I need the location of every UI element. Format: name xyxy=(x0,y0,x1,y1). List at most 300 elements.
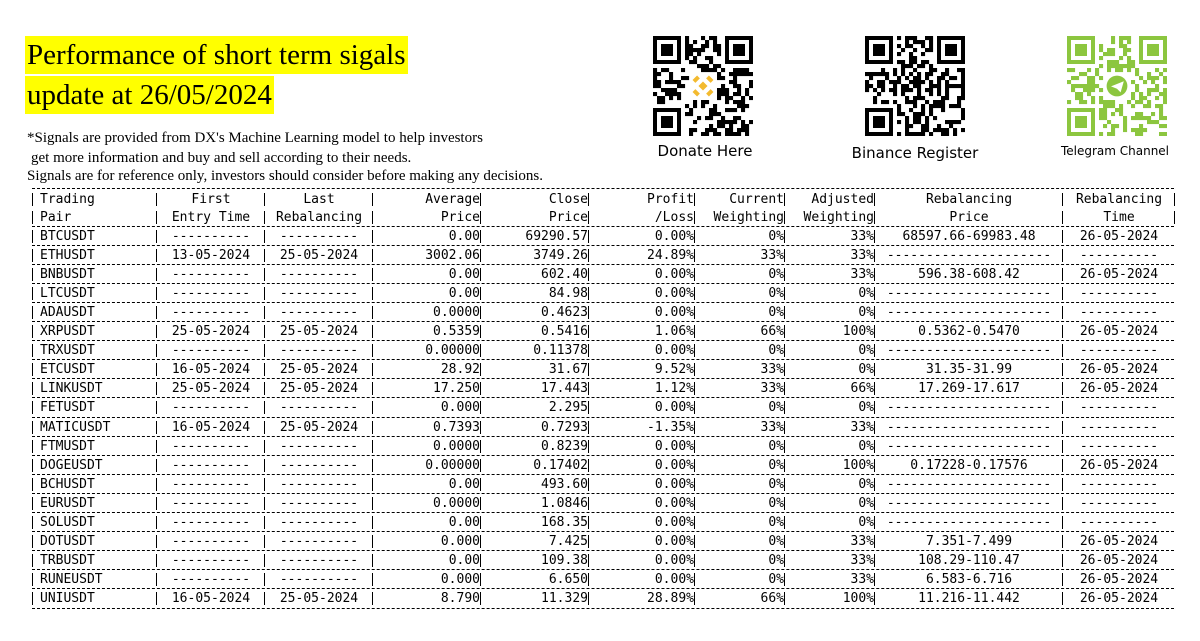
cell-average-price: 0.00 xyxy=(448,476,480,492)
table-row xyxy=(28,227,1174,246)
cell-rebalancing-time: ---------- xyxy=(1079,419,1159,435)
column-separator xyxy=(694,382,695,395)
column-separator xyxy=(264,306,265,319)
column-separator xyxy=(694,421,695,434)
cell-rebalancing-price: 31.35-31.99 xyxy=(925,362,1013,378)
column-separator xyxy=(156,193,157,206)
cell-adjusted-weighting: 100% xyxy=(842,591,874,607)
cell-rebalancing-price: 0.17228-0.17576 xyxy=(910,457,1028,473)
column-separator xyxy=(874,440,875,453)
column-header-adjusted-weighting: Adjusted xyxy=(811,192,874,207)
cell-current-weighting: 0% xyxy=(768,553,784,569)
column-separator xyxy=(784,401,785,414)
cell-adjusted-weighting: 100% xyxy=(842,457,874,473)
cell-profit-loss: 28.89% xyxy=(647,591,694,607)
cell-last-rebalancing: ---------- xyxy=(279,515,359,530)
cell-current-weighting: 33% xyxy=(760,247,784,263)
column-separator xyxy=(480,421,481,434)
table-row xyxy=(28,494,1174,513)
cell-average-price: 0.00000 xyxy=(425,343,480,359)
cell-rebalancing-time: ---------- xyxy=(1079,304,1159,320)
column-header-rebalancing-price: Price xyxy=(949,210,989,225)
cell-first-entry: ---------- xyxy=(171,534,251,550)
cell-current-weighting: 0% xyxy=(768,400,784,416)
cell-average-price: 17.250 xyxy=(433,381,480,397)
cell-average-price: 0.000 xyxy=(440,400,480,416)
column-separator xyxy=(694,193,695,206)
table-row xyxy=(28,551,1174,570)
column-separator xyxy=(32,592,33,605)
cell-adjusted-weighting: 0% xyxy=(858,304,874,320)
cell-adjusted-weighting: 0% xyxy=(858,343,874,359)
column-separator xyxy=(372,535,373,548)
column-separator xyxy=(694,573,695,586)
cell-average-price: 0.00 xyxy=(448,515,480,530)
column-separator xyxy=(588,497,589,510)
cell-profit-loss: 0.00% xyxy=(654,457,694,473)
cell-average-price: 0.00 xyxy=(448,285,480,301)
cell-profit-loss: 1.06% xyxy=(654,324,694,339)
cell-rebalancing-price: 11.216-11.442 xyxy=(918,591,1020,607)
column-separator xyxy=(874,478,875,491)
cell-average-price: 0.00000 xyxy=(425,457,480,473)
cell-last-rebalancing: ---------- xyxy=(279,476,359,492)
table-row xyxy=(28,322,1174,341)
cell-average-price: 0.7393 xyxy=(433,419,480,435)
column-separator xyxy=(694,306,695,319)
column-separator xyxy=(372,401,373,414)
cell-first-entry: ---------- xyxy=(171,572,251,588)
cell-current-weighting: 33% xyxy=(760,419,784,435)
column-header-pair: Trading xyxy=(40,192,95,207)
column-separator xyxy=(372,268,373,281)
cell-adjusted-weighting: 33% xyxy=(850,228,874,244)
column-separator xyxy=(874,325,875,338)
column-separator xyxy=(480,573,481,586)
cell-rebalancing-price: 108.29-110.47 xyxy=(918,553,1020,569)
column-separator xyxy=(32,440,33,453)
column-separator xyxy=(694,401,695,414)
cell-adjusted-weighting: 0% xyxy=(858,400,874,416)
column-separator xyxy=(480,554,481,567)
cell-last-rebalancing: ---------- xyxy=(279,304,359,320)
column-separator xyxy=(156,363,157,376)
cell-profit-loss: 0.00% xyxy=(654,228,694,244)
column-separator xyxy=(372,363,373,376)
column-header-adjusted-weighting: Weighting xyxy=(803,210,874,225)
column-separator xyxy=(32,497,33,510)
cell-last-rebalancing: ---------- xyxy=(279,457,359,473)
column-separator xyxy=(480,193,481,206)
cell-current-weighting: 0% xyxy=(768,266,784,282)
cell-rebalancing-time: 26-05-2024 xyxy=(1079,266,1159,282)
table-row xyxy=(28,456,1174,475)
cell-first-entry: ---------- xyxy=(171,457,251,473)
column-separator xyxy=(32,478,33,491)
column-separator xyxy=(1062,325,1063,338)
column-separator xyxy=(874,459,875,472)
cell-pair: TRBUSDT xyxy=(40,553,95,569)
cell-adjusted-weighting: 33% xyxy=(850,266,874,282)
cell-current-weighting: 0% xyxy=(768,476,784,492)
cell-rebalancing-time: ---------- xyxy=(1079,247,1159,263)
cell-first-entry: ---------- xyxy=(171,343,251,359)
cell-adjusted-weighting: 33% xyxy=(850,419,874,435)
cell-current-weighting: 0% xyxy=(768,304,784,320)
cell-rebalancing-time: ---------- xyxy=(1079,495,1159,511)
column-separator xyxy=(480,211,481,224)
cell-profit-loss: 0.00% xyxy=(654,572,694,588)
column-separator xyxy=(588,306,589,319)
cell-rebalancing-time: ---------- xyxy=(1079,476,1159,492)
cell-first-entry: ---------- xyxy=(171,400,251,416)
column-separator xyxy=(588,325,589,338)
cell-adjusted-weighting: 100% xyxy=(842,324,874,339)
column-separator xyxy=(588,535,589,548)
column-separator xyxy=(1174,193,1175,206)
cell-rebalancing-price: 0.5362-0.5470 xyxy=(918,324,1020,339)
column-separator xyxy=(1062,268,1063,281)
row-separator-rule xyxy=(32,608,1174,609)
column-separator xyxy=(480,268,481,281)
column-separator xyxy=(874,211,875,224)
column-separator xyxy=(156,230,157,243)
telegram-channel-qr-code[interactable] xyxy=(1067,36,1167,136)
cell-rebalancing-time: 26-05-2024 xyxy=(1079,228,1159,244)
column-separator xyxy=(156,459,157,472)
column-separator xyxy=(1062,459,1063,472)
column-separator xyxy=(874,516,875,529)
column-separator xyxy=(784,535,785,548)
column-separator xyxy=(874,287,875,300)
column-separator xyxy=(694,440,695,453)
cell-rebalancing-price: 68597.66-69983.48 xyxy=(902,228,1036,244)
cell-first-entry: ---------- xyxy=(171,228,251,244)
column-separator xyxy=(874,249,875,262)
column-separator xyxy=(1062,478,1063,491)
column-separator xyxy=(588,363,589,376)
column-separator xyxy=(588,421,589,434)
cell-first-entry: ---------- xyxy=(171,266,251,282)
cell-rebalancing-time: 26-05-2024 xyxy=(1079,457,1159,473)
column-separator xyxy=(588,516,589,529)
column-header-average-price: Average xyxy=(425,192,480,207)
column-separator xyxy=(372,287,373,300)
binance-register-qr-code[interactable] xyxy=(865,36,965,136)
column-separator xyxy=(588,193,589,206)
cell-last-rebalancing: ---------- xyxy=(279,228,359,244)
column-separator xyxy=(372,344,373,357)
cell-close-price: 0.17402 xyxy=(533,457,588,473)
cell-pair: LINKUSDT xyxy=(40,381,103,397)
cell-profit-loss: 0.00% xyxy=(654,304,694,320)
column-separator xyxy=(1062,211,1063,224)
column-header-close-price: Price xyxy=(548,210,588,225)
disclaimer-line-3: Signals are for reference only, investors should consider before making any decisions. xyxy=(27,168,543,184)
column-separator xyxy=(1062,249,1063,262)
cell-current-weighting: 33% xyxy=(760,362,784,378)
column-separator xyxy=(588,459,589,472)
cell-profit-loss: 0.00% xyxy=(654,343,694,359)
cell-average-price: 0.0000 xyxy=(433,304,480,320)
cell-close-price: 0.11378 xyxy=(533,343,588,359)
cell-adjusted-weighting: 33% xyxy=(850,534,874,550)
cell-pair: UNIUSDT xyxy=(40,591,95,607)
column-header-last-rebalancing: Rebalancing xyxy=(275,210,363,225)
column-separator xyxy=(32,535,33,548)
column-separator xyxy=(372,382,373,395)
column-separator xyxy=(874,421,875,434)
table-row xyxy=(28,265,1174,284)
cell-close-price: 2.295 xyxy=(548,400,588,416)
cell-average-price: 28.92 xyxy=(440,362,480,378)
column-separator xyxy=(694,497,695,510)
cell-rebalancing-time: 26-05-2024 xyxy=(1079,381,1159,397)
column-separator xyxy=(1062,344,1063,357)
column-separator xyxy=(694,249,695,262)
cell-current-weighting: 0% xyxy=(768,572,784,588)
cell-pair: BNBUSDT xyxy=(40,266,95,282)
cell-close-price: 1.0846 xyxy=(541,495,588,511)
column-separator xyxy=(874,193,875,206)
column-separator xyxy=(32,363,33,376)
cell-rebalancing-time: ---------- xyxy=(1079,343,1159,359)
column-separator xyxy=(874,497,875,510)
table-row xyxy=(28,418,1174,437)
cell-first-entry: 16-05-2024 xyxy=(171,362,251,378)
column-separator xyxy=(588,268,589,281)
column-separator xyxy=(156,535,157,548)
column-separator xyxy=(264,573,265,586)
column-separator xyxy=(264,516,265,529)
column-separator xyxy=(784,287,785,300)
column-separator xyxy=(264,287,265,300)
column-separator xyxy=(1062,592,1063,605)
column-separator xyxy=(264,421,265,434)
cell-average-price: 0.00 xyxy=(448,266,480,282)
column-separator xyxy=(874,592,875,605)
cell-adjusted-weighting: 33% xyxy=(850,247,874,263)
cell-last-rebalancing: ---------- xyxy=(279,572,359,588)
column-separator xyxy=(1062,363,1063,376)
cell-rebalancing-time: ---------- xyxy=(1079,438,1159,454)
column-separator xyxy=(588,344,589,357)
cell-profit-loss: 0.00% xyxy=(654,476,694,492)
column-separator xyxy=(694,592,695,605)
cell-first-entry: ---------- xyxy=(171,495,251,511)
cell-close-price: 17.443 xyxy=(541,381,588,397)
column-separator xyxy=(588,592,589,605)
column-separator xyxy=(156,573,157,586)
binance-register-label: Binance Register xyxy=(851,144,979,162)
cell-current-weighting: 66% xyxy=(760,324,784,339)
cell-first-entry: 25-05-2024 xyxy=(171,324,251,339)
column-separator xyxy=(264,325,265,338)
column-separator xyxy=(372,306,373,319)
column-separator xyxy=(264,193,265,206)
cell-profit-loss: 0.00% xyxy=(654,400,694,416)
column-separator xyxy=(264,401,265,414)
column-separator xyxy=(156,306,157,319)
column-separator xyxy=(694,516,695,529)
column-separator xyxy=(1062,193,1063,206)
cell-close-price: 493.60 xyxy=(541,476,588,492)
cell-current-weighting: 0% xyxy=(768,495,784,511)
cell-profit-loss: 0.00% xyxy=(654,495,694,511)
cell-last-rebalancing: 25-05-2024 xyxy=(279,362,359,378)
cell-pair: EURUSDT xyxy=(40,495,95,511)
table-header-row xyxy=(28,190,1174,209)
column-header-first-entry: Entry Time xyxy=(171,210,251,225)
column-separator xyxy=(784,268,785,281)
column-separator xyxy=(784,211,785,224)
column-separator xyxy=(264,497,265,510)
cell-last-rebalancing: 25-05-2024 xyxy=(279,247,359,263)
cell-first-entry: 13-05-2024 xyxy=(171,247,251,263)
cell-average-price: 0.00 xyxy=(448,553,480,569)
cell-profit-loss: 1.12% xyxy=(654,381,694,397)
cell-first-entry: ---------- xyxy=(171,515,251,530)
column-separator xyxy=(480,516,481,529)
column-separator xyxy=(1174,211,1175,224)
column-separator xyxy=(480,306,481,319)
cell-close-price: 84.98 xyxy=(548,285,588,301)
table-header-row xyxy=(28,208,1174,227)
column-separator xyxy=(264,554,265,567)
page-title-line-1: Performance of short term sigals xyxy=(25,36,408,74)
cell-close-price: 602.40 xyxy=(541,266,588,282)
table-row xyxy=(28,513,1174,532)
column-separator xyxy=(874,382,875,395)
column-separator xyxy=(784,554,785,567)
column-separator xyxy=(1062,497,1063,510)
table-row xyxy=(28,437,1174,456)
column-separator xyxy=(480,249,481,262)
cell-first-entry: 16-05-2024 xyxy=(171,419,251,435)
cell-rebalancing-price: 7.351-7.499 xyxy=(925,534,1013,550)
table-row xyxy=(28,303,1174,322)
cell-average-price: 0.0000 xyxy=(433,495,480,511)
column-separator xyxy=(784,516,785,529)
column-separator xyxy=(480,478,481,491)
table-row xyxy=(28,341,1174,360)
cell-pair: ETCUSDT xyxy=(40,362,95,378)
cell-adjusted-weighting: 0% xyxy=(858,495,874,511)
cell-last-rebalancing: 25-05-2024 xyxy=(279,324,359,339)
column-separator xyxy=(588,478,589,491)
table-top-rule xyxy=(32,188,1174,189)
column-separator xyxy=(480,401,481,414)
column-header-close-price: Close xyxy=(548,192,588,207)
column-separator xyxy=(32,249,33,262)
column-separator xyxy=(372,554,373,567)
cell-last-rebalancing: 25-05-2024 xyxy=(279,419,359,435)
cell-average-price: 8.790 xyxy=(440,591,480,607)
cell-pair: DOTUSDT xyxy=(40,534,95,550)
column-separator xyxy=(372,193,373,206)
column-separator xyxy=(874,554,875,567)
column-separator xyxy=(32,401,33,414)
column-separator xyxy=(694,363,695,376)
cell-close-price: 0.5416 xyxy=(541,324,588,339)
cell-close-price: 11.329 xyxy=(541,591,588,607)
cell-current-weighting: 0% xyxy=(768,534,784,550)
cell-pair: FTMUSDT xyxy=(40,438,95,454)
column-separator xyxy=(372,230,373,243)
column-separator xyxy=(784,478,785,491)
disclaimer-line-1: *Signals are provided from DX's Machine Learning model to help investors xyxy=(27,130,483,146)
cell-pair: FETUSDT xyxy=(40,400,95,416)
column-separator xyxy=(32,325,33,338)
column-separator xyxy=(32,344,33,357)
column-separator xyxy=(1062,516,1063,529)
column-separator xyxy=(1062,287,1063,300)
column-separator xyxy=(1062,306,1063,319)
column-separator xyxy=(32,516,33,529)
column-separator xyxy=(156,325,157,338)
table-row xyxy=(28,398,1174,417)
column-separator xyxy=(588,440,589,453)
column-separator xyxy=(694,478,695,491)
cell-rebalancing-price: --------------------- xyxy=(886,400,1052,416)
column-separator xyxy=(156,249,157,262)
cell-last-rebalancing: ---------- xyxy=(279,285,359,301)
donate-qr-code[interactable] xyxy=(653,36,753,136)
cell-average-price: 3002.06 xyxy=(425,247,480,263)
column-separator xyxy=(372,325,373,338)
cell-last-rebalancing: ---------- xyxy=(279,343,359,359)
column-separator xyxy=(874,535,875,548)
cell-average-price: 0.0000 xyxy=(433,438,480,454)
column-separator xyxy=(874,306,875,319)
column-separator xyxy=(156,421,157,434)
column-separator xyxy=(1062,421,1063,434)
cell-rebalancing-price: --------------------- xyxy=(886,476,1052,492)
column-header-profit-loss: Profit xyxy=(647,192,694,207)
column-separator xyxy=(156,401,157,414)
column-separator xyxy=(694,459,695,472)
cell-profit-loss: 0.00% xyxy=(654,266,694,282)
column-separator xyxy=(588,401,589,414)
cell-last-rebalancing: 25-05-2024 xyxy=(279,591,359,607)
cell-profit-loss: -1.35% xyxy=(647,419,694,435)
cell-rebalancing-price: 17.269-17.617 xyxy=(918,381,1020,397)
cell-last-rebalancing: ---------- xyxy=(279,400,359,416)
column-separator xyxy=(156,592,157,605)
cell-profit-loss: 24.89% xyxy=(647,247,694,263)
column-separator xyxy=(480,230,481,243)
cell-rebalancing-price: 596.38-608.42 xyxy=(918,266,1020,282)
column-separator xyxy=(372,516,373,529)
column-separator xyxy=(874,344,875,357)
column-separator xyxy=(156,211,157,224)
cell-pair: BTCUSDT xyxy=(40,228,95,244)
column-separator xyxy=(588,554,589,567)
cell-first-entry: ---------- xyxy=(171,438,251,454)
cell-close-price: 0.4623 xyxy=(541,304,588,320)
cell-profit-loss: 0.00% xyxy=(654,534,694,550)
cell-rebalancing-price: --------------------- xyxy=(886,438,1052,454)
column-separator xyxy=(156,268,157,281)
cell-pair: LTCUSDT xyxy=(40,285,95,301)
cell-close-price: 31.67 xyxy=(548,362,588,378)
cell-adjusted-weighting: 0% xyxy=(858,285,874,301)
cell-last-rebalancing: 25-05-2024 xyxy=(279,381,359,397)
cell-profit-loss: 9.52% xyxy=(654,362,694,378)
column-separator xyxy=(32,459,33,472)
column-separator xyxy=(372,478,373,491)
column-separator xyxy=(480,459,481,472)
